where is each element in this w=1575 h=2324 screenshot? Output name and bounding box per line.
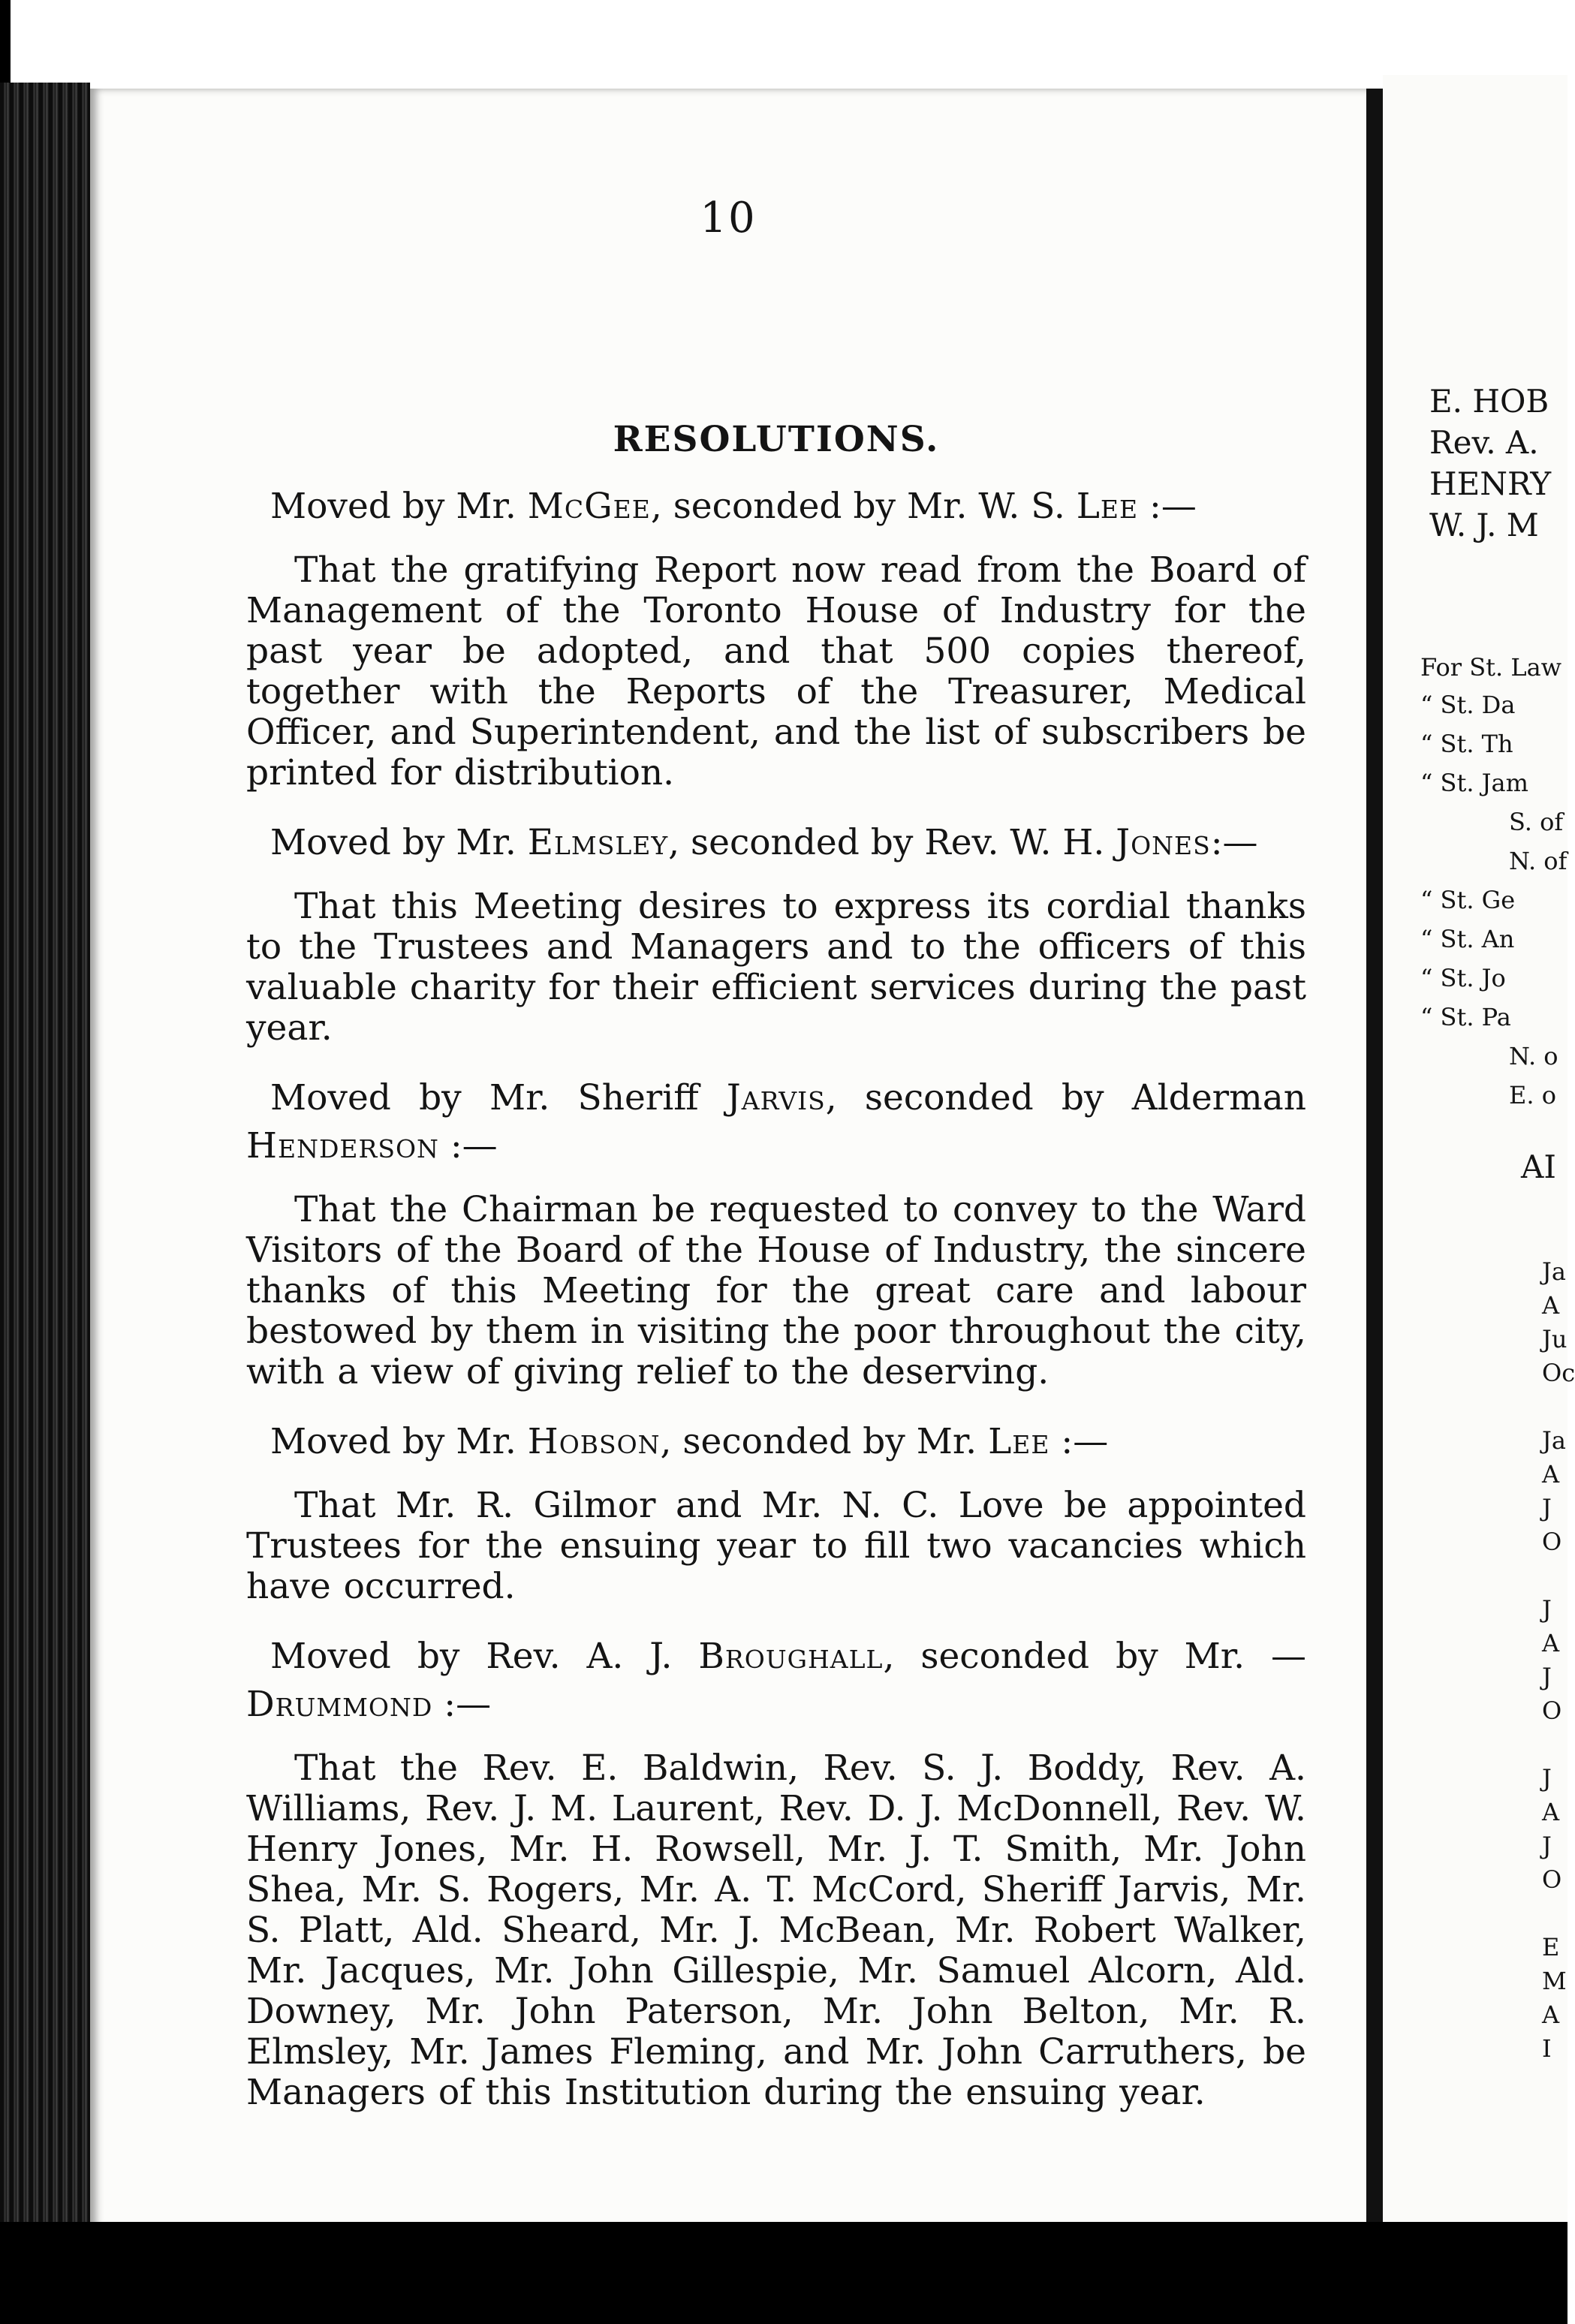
ward-fragment: For St. Law (1420, 653, 1562, 682)
officer-name-fragment: E. HOB (1429, 383, 1549, 420)
month-fragment: O (1542, 1696, 1562, 1725)
motion-text: , seconded by Mr. — (883, 1636, 1306, 1677)
mover-name: McGee (527, 486, 651, 527)
month-fragment: O (1542, 1865, 1562, 1894)
seconder-name: Drummond (246, 1684, 433, 1725)
month-fragment: I (1542, 2034, 1552, 2063)
month-fragment: J (1542, 1494, 1552, 1522)
motion-text: Moved by Rev. A. J. (270, 1636, 699, 1677)
month-fragment: Ja (1542, 1257, 1566, 1286)
seconder-name: Lee (1076, 486, 1139, 527)
ward-fragment: “ St. Jo (1420, 964, 1506, 992)
month-fragment: A (1542, 1460, 1560, 1489)
motion-line (246, 819, 1306, 867)
month-fragment: M (1542, 1967, 1567, 1995)
motion-text: , seconded by Alderman (825, 1077, 1306, 1118)
motion-text: :— (1049, 1421, 1109, 1462)
month-fragment: A (1542, 1798, 1560, 1826)
resolution-text: That this Meeting desires to express its cordial thanks to the Trustees and Managers and to the officers of this valuable charity for their efficient services during the past year. (246, 886, 1306, 1049)
ward-fragment: “ St. An (1420, 925, 1515, 953)
resolutions-list (246, 483, 1306, 2113)
mover-name: Broughall (698, 1636, 884, 1677)
right-page-fragment (1383, 75, 1575, 2222)
month-fragment: Ja (1542, 1426, 1566, 1455)
month-fragment: J (1542, 1595, 1552, 1624)
ward-fragment: E. o (1509, 1081, 1556, 1109)
motion-text: :— (1210, 822, 1258, 863)
motion-text: , seconded by Mr. (660, 1421, 989, 1462)
motion-text: :— (432, 1684, 492, 1725)
motion-text: Moved by Mr. (270, 486, 528, 527)
seconder-name: Henderson (246, 1125, 439, 1167)
resolution-text: That the Chairman be requested to convey to the Ward Visitors of the Board of the House of Industry, the sincere thanks of this Meeting for the great care and labour bestowed by them in visiting the poor throughout the city, with a view of giving relief to the deserving. (246, 1189, 1306, 1392)
motion-line (246, 483, 1306, 531)
ward-fragment: N. of (1509, 847, 1567, 875)
month-fragment: A (1542, 2000, 1560, 2029)
mover-name: Elmsley (527, 822, 669, 863)
ward-fragment: N. o (1509, 1042, 1558, 1070)
ward-fragment: “ St. Jam (1420, 769, 1528, 797)
month-fragment: A (1542, 1291, 1560, 1320)
motion-text: :— (1138, 486, 1197, 527)
motion-text: , seconded by Mr. W. S. (650, 486, 1077, 527)
scan-bottom-edge (0, 2222, 1567, 2324)
ward-fragment: “ St. Da (1420, 691, 1516, 719)
ward-fragment: “ St. Th (1420, 730, 1513, 758)
seconder-name: Lee (988, 1421, 1050, 1462)
motion-text: Moved by Mr. (270, 1421, 528, 1462)
motion-text: , seconded by Rev. W. H. (668, 822, 1116, 863)
officer-name-fragment: HENRY (1429, 465, 1552, 502)
mover-name: Hobson (527, 1421, 661, 1462)
left-page (90, 89, 1383, 2228)
page-content (246, 419, 1306, 2139)
scan-top-margin (0, 0, 1567, 53)
resolution-text: That the Rev. E. Baldwin, Rev. S. J. Boddy, Rev. A. Williams, Rev. J. M. Laurent, Rev. D. J. McDonnell, Rev. W. Henry Jones, Mr. H. Rowsell, Mr. J. T. Smith, Mr. John Shea, Mr. S. Rogers, Mr. A. T. McCord, Sheriff Jarvis, Mr. S. Platt, Ald. Sheard, Mr. J. McBean, Mr. Robert Walker, Mr. Jacques, Mr. John Gillespie, Mr. Samuel Alcorn, Ald. Downey, Mr. John Paterson, Mr. John Belton, Mr. R. Elmsley, Mr. James Fleming, and Mr. John Carruthers, be Managers of this Institution during the ensuing year. (246, 1748, 1306, 2113)
month-fragment: J (1542, 1764, 1552, 1793)
motion-line (246, 1074, 1306, 1170)
section-heading: RESOLUTIONS. (613, 419, 940, 460)
page-number: 10 (700, 194, 757, 242)
month-fragment: J (1542, 1832, 1552, 1860)
motion-text: Moved by Mr. (270, 822, 528, 863)
right-heading-fragment: AI (1521, 1148, 1556, 1185)
ward-fragment: S. of (1509, 808, 1564, 836)
officer-name-fragment: W. J. M (1429, 507, 1539, 543)
book-spine (0, 83, 90, 2259)
month-fragment: A (1542, 1629, 1560, 1657)
mover-name: Jarvis (726, 1077, 826, 1118)
motion-text: Moved by Mr. Sheriff (270, 1077, 727, 1118)
month-fragment: O (1542, 1528, 1562, 1556)
month-fragment: Ju (1542, 1325, 1567, 1353)
ward-fragment: “ St. Ge (1420, 886, 1516, 914)
month-fragment: J (1542, 1663, 1552, 1691)
resolution-text: That Mr. R. Gilmor and Mr. N. C. Love be appointed Trustees for the ensuing year to fill two vacancies which have occurred. (246, 1485, 1306, 1607)
resolution-text: That the gratifying Report now read from the Board of Management of the Toronto House of Industry for the past year be adopted, and that 500 copies thereof, together with the Reports of the Treasurer, Medical Officer, and Superintendent, and the list of subscribers be printed for distribution. (246, 549, 1306, 793)
motion-line (246, 1418, 1306, 1466)
ward-fragment: “ St. Pa (1420, 1003, 1511, 1031)
officer-name-fragment: Rev. A. (1429, 424, 1539, 461)
motion-text: :— (438, 1125, 498, 1167)
month-fragment: E (1542, 1933, 1560, 1961)
seconder-name: Jones (1116, 822, 1211, 863)
motion-line (246, 1633, 1306, 1729)
month-fragment: Oc (1542, 1359, 1575, 1387)
